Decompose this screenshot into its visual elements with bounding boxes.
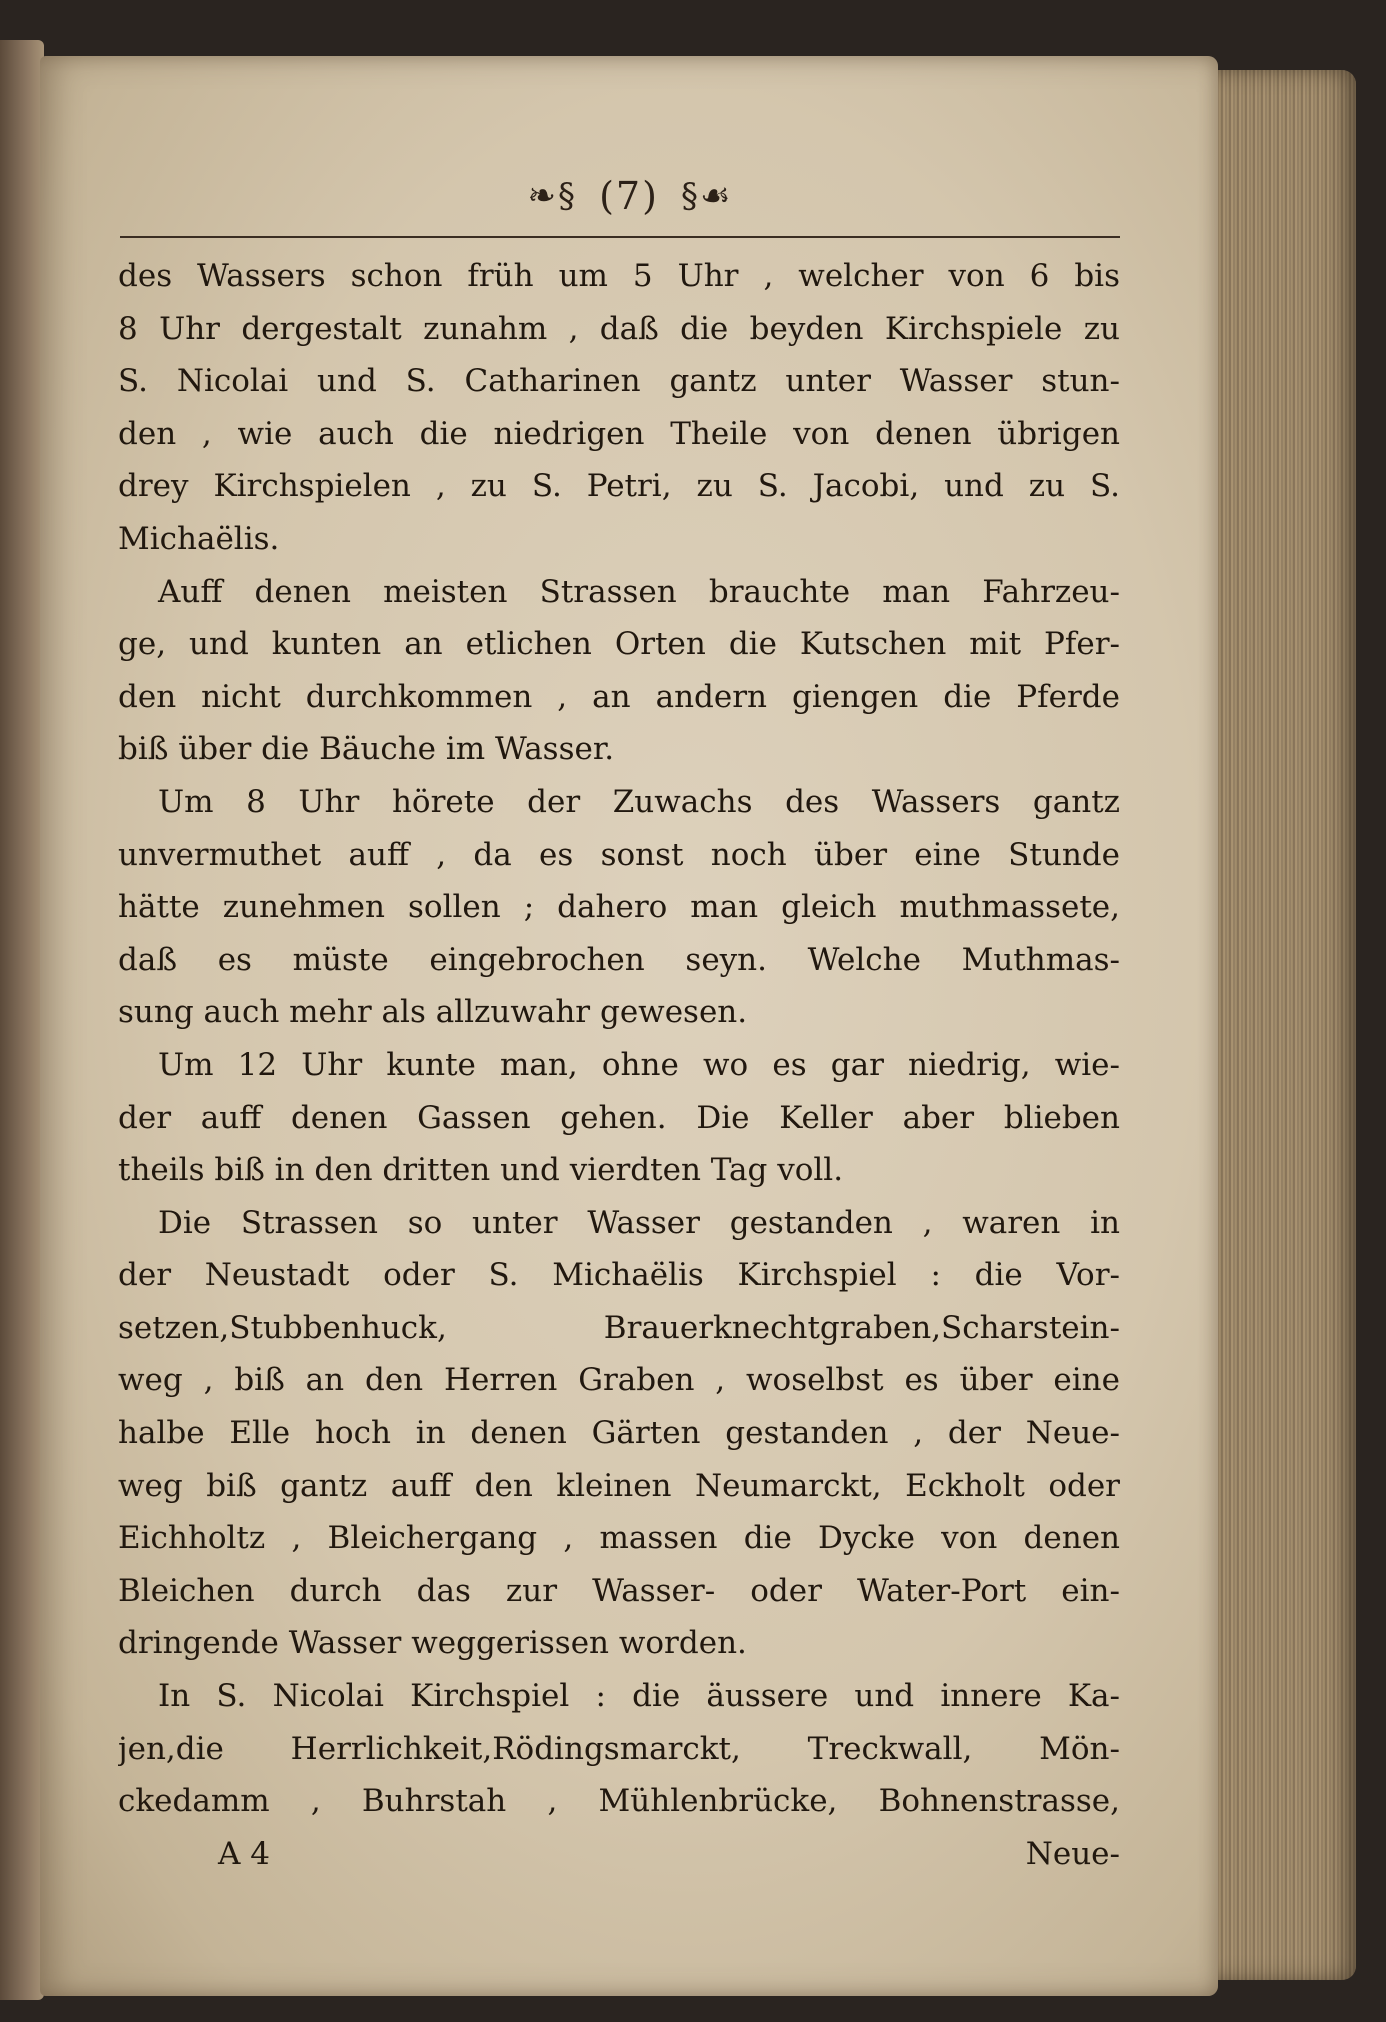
header-rule — [120, 236, 1120, 238]
text-line: den , wie auch die niedrigen Theile von denen übrigen — [118, 415, 1120, 452]
page-block-edges — [1210, 70, 1356, 1980]
text-line: drey Kirchspielen , zu S. Petri, zu S. Jacobi, und zu S. — [118, 468, 1120, 505]
text-line: hätte zunehmen sollen ; dahero man gleich muthmassete, — [118, 889, 1120, 926]
text-line: Um 8 Uhr hörete der Zuwachs des Wassers gantz — [158, 783, 1120, 820]
text-line: halbe Elle hoch in denen Gärten gestanden , der Neue- — [118, 1415, 1120, 1452]
text-line: sung auch mehr als allzuwahr gewesen. — [118, 994, 748, 1031]
text-line: Auff denen meisten Strassen brauchte man Fahrzeu- — [158, 573, 1120, 610]
text-line: dringende Wasser weggerissen worden. — [118, 1625, 747, 1662]
text-line: Eichholtz , Bleichergang , massen die Dycke von denen — [118, 1520, 1120, 1557]
text-line: jen,die Herrlichkeit,Rödingsmarckt, Treckwall, Mön- — [118, 1730, 1120, 1767]
text-line: des Wassers schon früh um 5 Uhr , welcher von 6 bis — [118, 258, 1120, 294]
book-cover-edge — [0, 40, 44, 2000]
text-line: daß es müste eingebrochen seyn. Welche Muthmas- — [118, 941, 1120, 978]
text-line: Michaëlis. — [118, 520, 280, 557]
text-line: setzen,Stubbenhuck, Brauerknechtgraben,Scharstein- — [118, 1309, 1120, 1346]
ornament-right-icon: §☙ — [681, 175, 733, 216]
catchword: Neue- — [1025, 1835, 1120, 1872]
text-line: weg , biß an den Herren Graben , woselbst es über eine — [118, 1362, 1120, 1399]
text-line: theils biß in den dritten und vierdten Tag voll. — [118, 1152, 844, 1189]
text-line: Bleichen durch das zur Wasser- oder Water-Port ein- — [118, 1572, 1120, 1609]
text-line: ge, und kunten an etlichen Orten die Kutschen mit Pfer- — [118, 626, 1120, 663]
text-line: 8 Uhr dergestalt zunahm , daß die beyden Kirchspiele zu — [118, 310, 1120, 347]
body-text — [118, 250, 1120, 1880]
text-line: ckedamm , Buhrstah , Mühlenbrücke, Bohnenstrasse, — [118, 1783, 1120, 1820]
page-number: (7) — [599, 173, 659, 218]
text-line: Um 12 Uhr kunte man, ohne wo es gar niedrig, wie- — [158, 1046, 1120, 1083]
text-line: biß über die Bäuche im Wasser. — [118, 731, 615, 768]
text-line: In S. Nicolai Kirchspiel : die äussere und innere Ka- — [158, 1678, 1120, 1715]
text-line: unvermuthet auff , da es sonst noch über eine Stunde — [118, 836, 1120, 873]
text-line: den nicht durchkommen , an andern giengen die Pferde — [118, 678, 1120, 715]
text-line: Die Strassen so unter Wasser gestanden , waren in — [158, 1204, 1120, 1241]
text-line: weg biß gantz auff den kleinen Neumarckt, Eckholt oder — [118, 1467, 1120, 1504]
page-footer — [118, 1828, 1120, 1881]
page-header — [500, 170, 760, 218]
text-line: der auff denen Gassen gehen. Die Keller aber blieben — [118, 1099, 1120, 1136]
text-line: S. Nicolai und S. Catharinen gantz unter Wasser stun- — [118, 363, 1120, 400]
signature-mark: A 4 — [218, 1835, 270, 1872]
ornament-left-icon: ❧§ — [527, 175, 577, 216]
text-line: der Neustadt oder S. Michaëlis Kirchspiel : die Vor- — [118, 1257, 1120, 1294]
